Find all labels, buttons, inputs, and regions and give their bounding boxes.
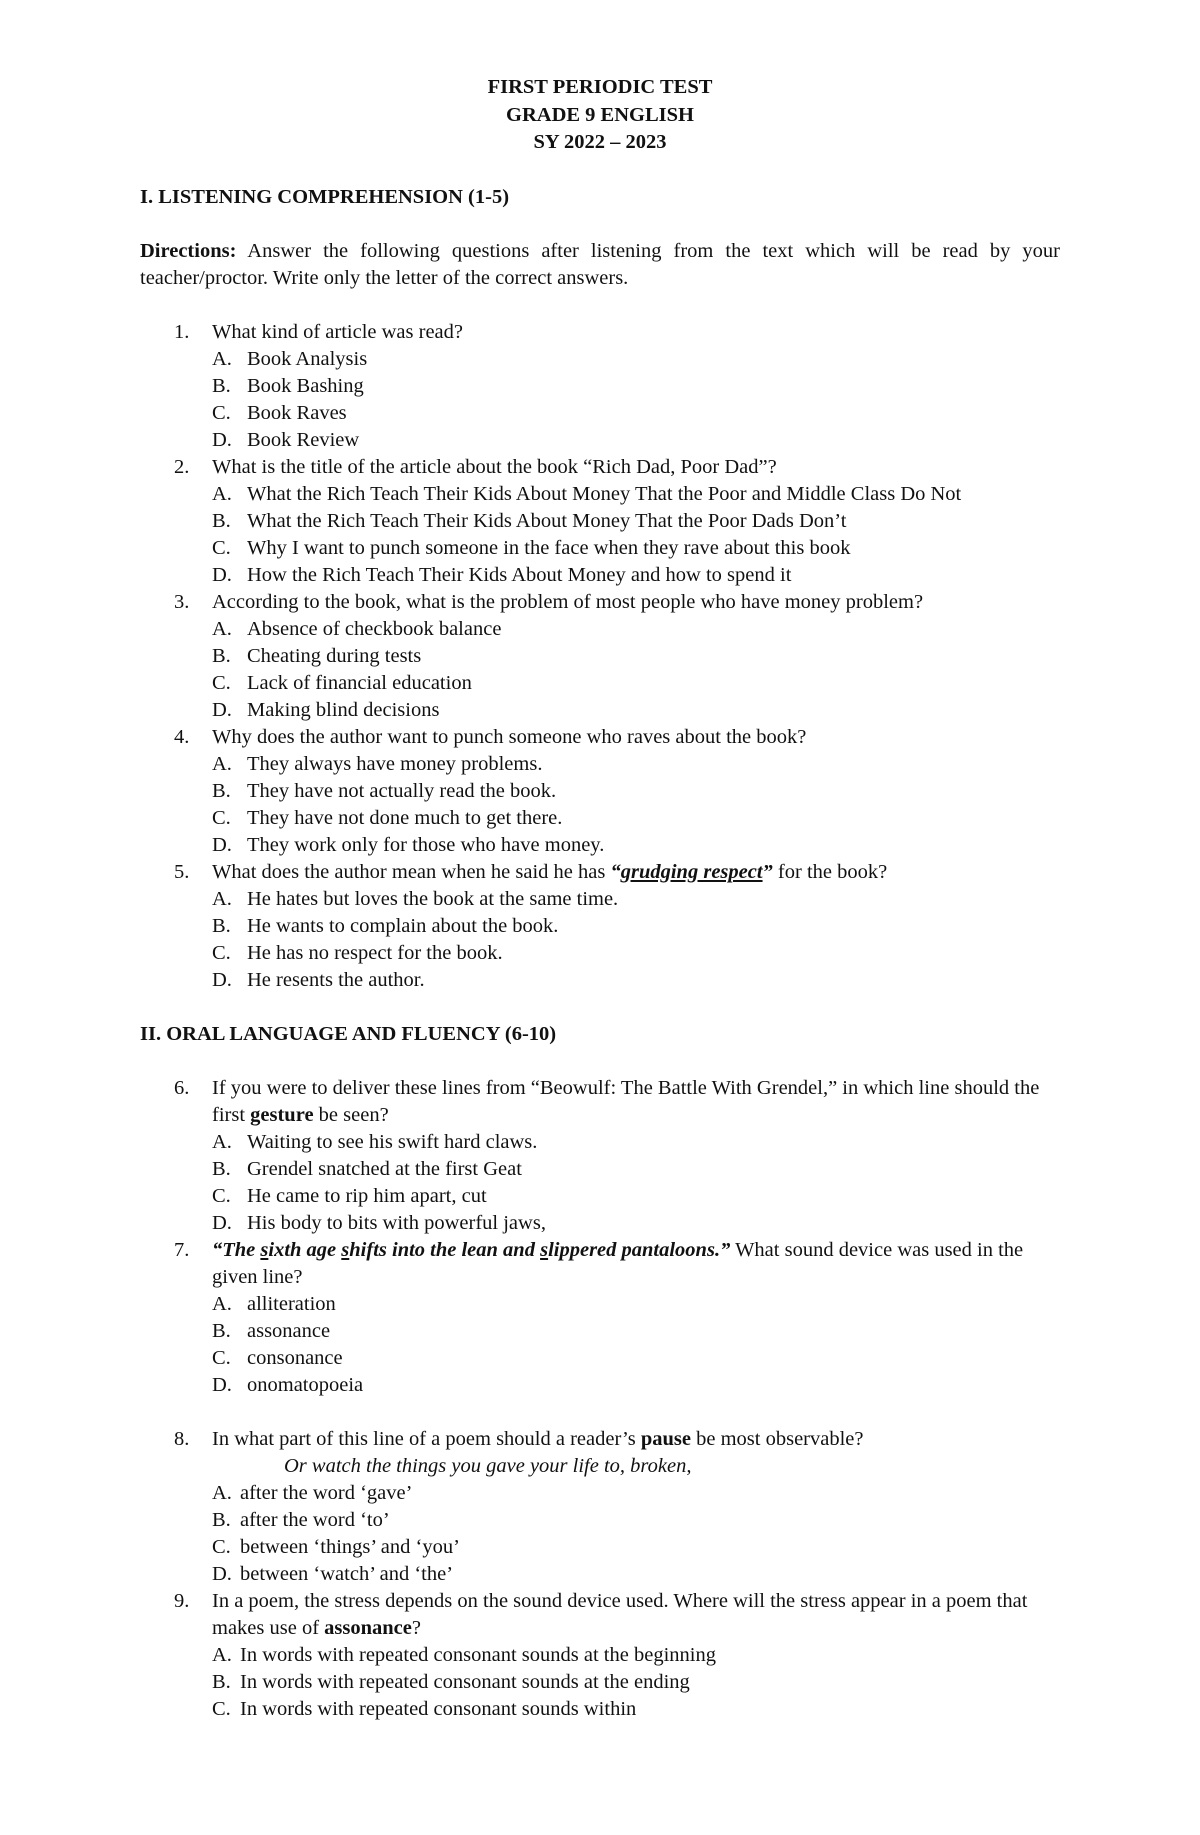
stem-text: What does the author mean when he said he has — [212, 860, 611, 883]
option-letter: C. — [212, 1184, 231, 1207]
answer-option — [212, 1642, 1060, 1669]
answer-option — [212, 616, 1060, 643]
option-letter: C. — [212, 1697, 231, 1720]
option-text: Absence of checkbook balance — [247, 617, 502, 640]
quote-part: ixth age — [268, 1238, 342, 1261]
section-1-directions — [140, 238, 1060, 292]
directions-text: Answer the following questions after listening from the text which will be read by your teacher/proctor. Write only the letter of the correct answers. — [140, 239, 1060, 289]
option-letter: B. — [212, 1157, 231, 1180]
question-number: 6. — [174, 1076, 190, 1099]
option-text: What the Rich Teach Their Kids About Money That the Poor and Middle Class Do Not — [247, 482, 962, 505]
question-number: 5. — [174, 860, 190, 883]
answer-options — [212, 481, 1060, 589]
answer-option — [212, 1507, 1060, 1534]
answer-option — [212, 778, 1060, 805]
answer-option — [212, 535, 1060, 562]
quote-close: ” — [762, 860, 773, 883]
option-text: between ‘things’ and ‘you’ — [240, 1535, 460, 1558]
answer-options — [212, 1129, 1060, 1237]
answer-option — [212, 373, 1060, 400]
question-stem — [212, 1075, 1060, 1129]
stem-text: be most observable? — [691, 1427, 864, 1450]
answer-options — [212, 616, 1060, 724]
option-text: Lack of financial education — [247, 671, 472, 694]
section-1-questions — [140, 319, 1060, 994]
section-2-title: II. ORAL LANGUAGE AND FLUENCY (6-10) — [140, 1022, 557, 1045]
option-text: Book Bashing — [247, 374, 364, 397]
spacer — [140, 1399, 1060, 1426]
option-letter: A. — [212, 617, 232, 640]
quote-part: hifts into the lean and — [349, 1238, 541, 1261]
option-text: He has no respect for the book. — [247, 941, 503, 964]
answer-options — [212, 1291, 1060, 1399]
option-text: They have not done much to get there. — [247, 806, 563, 829]
stem-text: What sound device was used in the given line? — [212, 1238, 1024, 1288]
option-text: He wants to complain about the book. — [247, 914, 559, 937]
option-text: after the word ‘to’ — [240, 1508, 390, 1531]
answer-option — [212, 832, 1060, 859]
question-4 — [140, 724, 1060, 859]
question-stem: What kind of article was read? — [212, 320, 464, 343]
emphasized-word: assonance — [324, 1616, 412, 1639]
question-number: 1. — [174, 320, 190, 343]
option-letter: B. — [212, 1319, 231, 1342]
option-text: Making blind decisions — [247, 698, 440, 721]
option-text: In words with repeated consonant sounds at the beginning — [240, 1643, 716, 1666]
answer-option — [212, 643, 1060, 670]
question-9 — [140, 1588, 1060, 1723]
answer-option — [212, 1183, 1060, 1210]
option-letter: C. — [212, 671, 231, 694]
option-letter: D. — [212, 563, 232, 586]
question-number: 9. — [174, 1589, 190, 1612]
option-letter: C. — [212, 806, 231, 829]
option-letter: A. — [212, 1130, 232, 1153]
answer-option — [212, 670, 1060, 697]
answer-options — [212, 751, 1060, 859]
stem-text: ? — [411, 1616, 421, 1639]
section-2-questions-continued — [140, 1426, 1060, 1723]
answer-option — [212, 1372, 1060, 1399]
answer-option — [212, 1210, 1060, 1237]
question-number: 4. — [174, 725, 190, 748]
quote-open: “ — [610, 860, 621, 883]
answer-option — [212, 913, 1060, 940]
answer-option — [212, 697, 1060, 724]
stem-text: for the book? — [772, 860, 888, 883]
option-text: onomatopoeia — [247, 1373, 364, 1396]
question-stem: According to the book, what is the problem of most people who have money problem? — [212, 590, 924, 613]
underlined-letter: s — [260, 1238, 269, 1261]
poem-line: Or watch the things you gave your life to, broken, — [284, 1454, 692, 1477]
answer-option — [212, 346, 1060, 373]
question-stem — [212, 1588, 1060, 1642]
question-3 — [140, 589, 1060, 724]
question-number: 3. — [174, 590, 190, 613]
option-text: They always have money problems. — [247, 752, 543, 775]
option-letter: D. — [212, 968, 232, 991]
question-number: 2. — [174, 455, 190, 478]
test-header — [140, 74, 1060, 157]
answer-option — [212, 967, 1060, 994]
header-school-year: SY 2022 – 2023 — [533, 131, 667, 153]
option-text: Book Analysis — [247, 347, 368, 370]
option-letter: A. — [212, 1481, 232, 1504]
option-letter: C. — [212, 536, 231, 559]
quoted-line — [212, 1239, 730, 1261]
answer-option — [212, 751, 1060, 778]
option-letter: B. — [212, 374, 231, 397]
answer-options — [212, 346, 1060, 454]
answer-option — [212, 400, 1060, 427]
section-2-questions — [140, 1075, 1060, 1399]
emphasized-phrase: grudging respect — [620, 860, 763, 883]
option-text: after the word ‘gave’ — [240, 1481, 413, 1504]
option-text: In words with repeated consonant sounds within — [240, 1697, 637, 1720]
option-letter: C. — [212, 1346, 231, 1369]
option-letter: D. — [212, 1373, 232, 1396]
question-stem — [212, 1426, 1060, 1453]
stem-text: If you were to deliver these lines from “Beowulf: The Battle With Grendel,” in which line should the first — [212, 1076, 1040, 1126]
question-stem: What is the title of the article about the book “Rich Dad, Poor Dad”? — [212, 455, 777, 478]
option-text: assonance — [247, 1319, 331, 1342]
option-letter: D. — [212, 428, 232, 451]
option-letter: B. — [212, 779, 231, 802]
option-text: Book Review — [247, 428, 360, 451]
option-letter: D. — [212, 833, 232, 856]
question-2 — [140, 454, 1060, 589]
option-letter: C. — [212, 941, 231, 964]
option-letter: B. — [212, 644, 231, 667]
option-letter: D. — [212, 1211, 232, 1234]
option-letter: A. — [212, 887, 232, 910]
emphasized-word: gesture — [250, 1103, 314, 1126]
option-letter: B. — [212, 1508, 231, 1531]
option-text: In words with repeated consonant sounds at the ending — [240, 1670, 690, 1693]
option-text: What the Rich Teach Their Kids About Money That the Poor Dads Don’t — [247, 509, 847, 532]
header-title: FIRST PERIODIC TEST — [487, 76, 713, 98]
header-grade: GRADE 9 ENGLISH — [506, 103, 694, 126]
option-letter: B. — [212, 509, 231, 532]
answer-option — [212, 1345, 1060, 1372]
answer-option — [212, 427, 1060, 454]
option-letter: A. — [212, 1643, 232, 1666]
option-letter: B. — [212, 914, 231, 937]
option-text: Cheating during tests — [247, 644, 422, 667]
option-text: consonance — [247, 1346, 343, 1369]
option-text: Book Raves — [247, 401, 347, 424]
answer-options — [212, 1642, 1060, 1723]
option-text: He hates but loves the book at the same time. — [247, 887, 619, 910]
stem-text: In a poem, the stress depends on the sound device used. Where will the stress appear in a poem that makes use of — [212, 1589, 1028, 1639]
option-letter: D. — [212, 698, 232, 721]
answer-option — [212, 1318, 1060, 1345]
question-stem: Why does the author want to punch someone who raves about the book? — [212, 725, 807, 748]
option-text: They have not actually read the book. — [247, 779, 557, 802]
answer-option — [212, 481, 1060, 508]
question-6 — [140, 1075, 1060, 1237]
question-5 — [140, 859, 1060, 994]
option-text: Waiting to see his swift hard claws. — [247, 1130, 538, 1153]
question-number: 8. — [174, 1427, 190, 1450]
answer-option — [212, 562, 1060, 589]
option-text: Why I want to punch someone in the face when they rave about this book — [247, 536, 851, 559]
question-1 — [140, 319, 1060, 454]
answer-option — [212, 1696, 1060, 1723]
option-letter: C. — [212, 401, 231, 424]
answer-option — [212, 805, 1060, 832]
option-letter: C. — [212, 1535, 231, 1558]
stem-text: be seen? — [313, 1103, 389, 1126]
answer-options — [212, 886, 1060, 994]
answer-option — [212, 1480, 1060, 1507]
option-text: between ‘watch’ and ‘the’ — [240, 1562, 454, 1585]
option-text: How the Rich Teach Their Kids About Money and how to spend it — [247, 563, 792, 586]
question-8 — [140, 1426, 1060, 1588]
option-letter: A. — [212, 347, 232, 370]
option-text: He came to rip him apart, cut — [247, 1184, 487, 1207]
answer-option — [212, 1561, 1060, 1588]
option-text: alliteration — [247, 1292, 336, 1315]
directions-label: Directions: — [140, 239, 237, 262]
section-1-title: I. LISTENING COMPREHENSION (1-5) — [140, 185, 510, 208]
underlined-letter: s — [540, 1238, 549, 1261]
option-text: He resents the author. — [247, 968, 425, 991]
option-letter: A. — [212, 1292, 232, 1315]
answer-option — [212, 1129, 1060, 1156]
quote-part: lippered pantaloons.” — [548, 1238, 731, 1261]
option-letter: A. — [212, 752, 232, 775]
answer-options — [212, 1480, 1060, 1588]
quote-part: “The — [212, 1238, 261, 1261]
option-letter: A. — [212, 482, 232, 505]
answer-option — [212, 1669, 1060, 1696]
option-letter: D. — [212, 1562, 232, 1585]
answer-option — [212, 1156, 1060, 1183]
answer-option — [212, 886, 1060, 913]
option-letter: B. — [212, 1670, 231, 1693]
question-stem — [212, 859, 1060, 886]
answer-option — [212, 1534, 1060, 1561]
stem-text: In what part of this line of a poem should a reader’s — [212, 1427, 641, 1450]
question-number: 7. — [174, 1238, 190, 1261]
option-text: His body to bits with powerful jaws, — [247, 1211, 546, 1234]
emphasized-word: pause — [640, 1427, 691, 1450]
option-text: They work only for those who have money. — [247, 833, 605, 856]
answer-option — [212, 508, 1060, 535]
underlined-letter: s — [341, 1238, 350, 1261]
answer-option — [212, 1291, 1060, 1318]
answer-option — [212, 940, 1060, 967]
option-text: Grendel snatched at the first Geat — [247, 1157, 522, 1180]
question-7 — [140, 1237, 1060, 1399]
question-stem — [212, 1237, 1060, 1291]
